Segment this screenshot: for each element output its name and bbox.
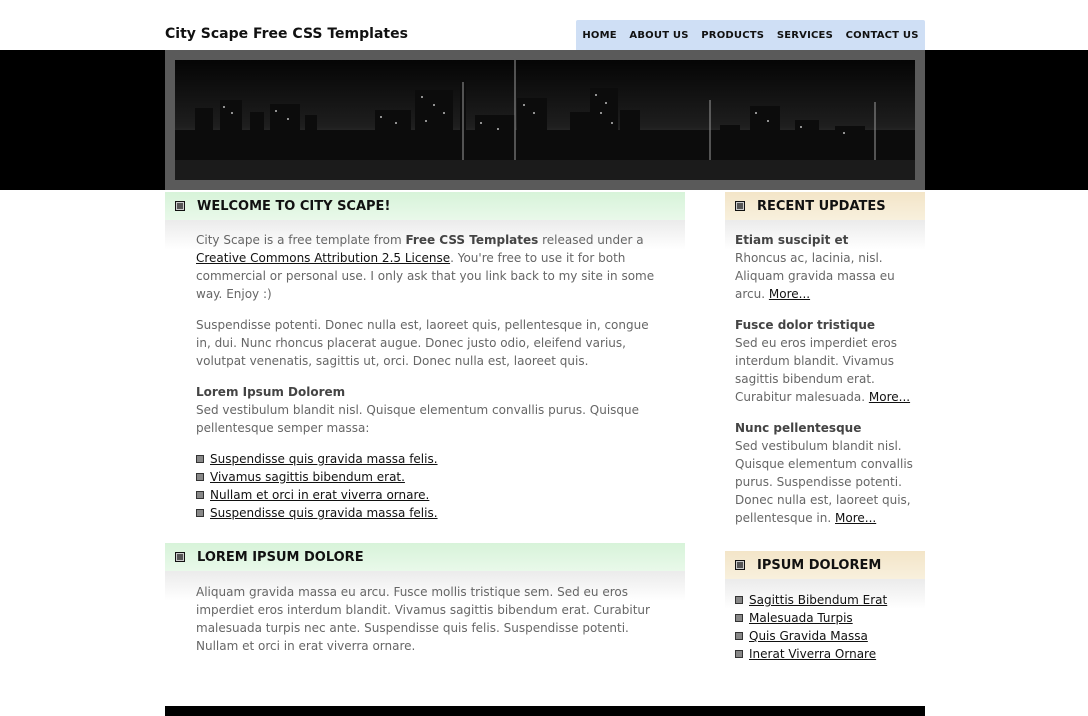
recent-updates-heading-bar bbox=[725, 192, 925, 220]
lorem-heading: LOREM IPSUM DOLORE bbox=[197, 549, 364, 565]
more-link[interactable]: More... bbox=[768, 287, 811, 301]
list-link[interactable]: Nullam et orci in erat viverra ornare. bbox=[210, 488, 430, 502]
top-nav bbox=[576, 20, 925, 50]
city-skyline-image bbox=[175, 60, 915, 180]
square-bullet-icon bbox=[196, 509, 204, 517]
list-item bbox=[196, 468, 438, 486]
list-link[interactable]: Vivamus sagittis bibendum erat. bbox=[210, 470, 405, 484]
welcome-p1-text-b: released under a bbox=[538, 233, 644, 247]
recent-update-text: Sed vestibulum blandit nisl. Quisque elementum convallis purus. Suspendisse potenti. Donec nulla est, laoreet quis, pellentesque in. bbox=[735, 439, 913, 525]
list-link[interactable]: Inerat Viverra Ornare bbox=[749, 647, 877, 661]
nav-products-link[interactable]: PRODUCTS bbox=[701, 29, 765, 41]
footer-bar bbox=[165, 706, 925, 716]
recent-update-item bbox=[735, 231, 915, 303]
list-item bbox=[735, 645, 887, 663]
square-bullet-icon bbox=[735, 650, 743, 658]
nav-home-link[interactable]: HOME bbox=[582, 29, 617, 41]
welcome-paragraph-1 bbox=[196, 231, 656, 303]
list-link[interactable]: Suspendisse quis gravida massa felis. bbox=[210, 506, 438, 520]
recent-updates-heading: RECENT UPDATES bbox=[757, 198, 886, 214]
lorem-paragraph: Aliquam gravida massa eu arcu. Fusce mollis tristique sem. Sed eu eros imperdiet eros interdum blandit. Vivamus sagittis bibendum erat. Curabitur malesuada turpis nec ante. Suspendisse quis felis. Suspendisse potenti. Nullam et orci in erat viverra ornare. bbox=[196, 585, 650, 653]
ipsum-dolorem-heading: IPSUM DOLOREM bbox=[757, 557, 882, 573]
recent-update-title: Nunc pellentesque bbox=[735, 421, 862, 435]
nav-services-link[interactable]: SERVICES bbox=[776, 29, 833, 41]
list-item bbox=[735, 609, 887, 627]
welcome-paragraph-2: Suspendisse potenti. Donec nulla est, laoreet quis, pellentesque in, congue in, dui. Nunc rhoncus placerat augue. Donec justo odio, eleifend varius, volutpat venenatis, sagittis ut, orci. Donec nulla est, laoreet quis. bbox=[196, 318, 649, 368]
free-css-templates-text: Free CSS Templates bbox=[405, 233, 539, 247]
list-link[interactable]: Quis Gravida Massa bbox=[749, 629, 868, 643]
square-bullet-icon bbox=[735, 596, 743, 604]
more-link[interactable]: More... bbox=[868, 390, 911, 404]
list-link[interactable]: Suspendisse quis gravida massa felis. bbox=[210, 452, 438, 466]
lorem-heading-bar bbox=[165, 543, 685, 571]
list-link[interactable]: Malesuada Turpis bbox=[749, 611, 853, 625]
recent-update-text: Rhoncus ac, lacinia, nisl. Aliquam gravida massa eu arcu. bbox=[735, 251, 895, 301]
recent-update-item bbox=[735, 316, 915, 406]
welcome-link-list bbox=[196, 450, 438, 522]
square-bullet-icon bbox=[735, 201, 745, 211]
more-link[interactable]: More... bbox=[835, 511, 877, 525]
list-item bbox=[735, 627, 887, 645]
welcome-p3-text: Sed vestibulum blandit nisl. Quisque elementum convallis purus. Quisque pellentesque semper massa: bbox=[196, 403, 640, 435]
list-item bbox=[735, 591, 887, 609]
license-link[interactable]: Creative Commons Attribution 2.5 License bbox=[196, 251, 451, 265]
list-item bbox=[196, 504, 438, 522]
square-bullet-icon bbox=[196, 473, 204, 481]
recent-update-title: Etiam suscipit et bbox=[735, 233, 849, 247]
list-item bbox=[196, 450, 438, 468]
list-link[interactable]: Sagittis Bibendum Erat bbox=[749, 593, 888, 607]
square-bullet-icon bbox=[735, 632, 743, 640]
lorem-ipsum-dolorem-subheading: Lorem Ipsum Dolorem bbox=[196, 385, 346, 399]
ipsum-dolorem-heading-bar bbox=[725, 551, 925, 579]
welcome-p1-text-c: . You're free to use it for both commercial or personal use. I only ask that you link back to my site in some way. Enjoy :) bbox=[196, 251, 655, 301]
square-bullet-icon bbox=[735, 614, 743, 622]
welcome-heading-bar bbox=[165, 192, 685, 220]
welcome-heading: WELCOME TO CITY SCAPE! bbox=[197, 198, 391, 214]
square-bullet-icon bbox=[196, 491, 204, 499]
recent-update-item bbox=[735, 419, 915, 527]
recent-update-title: Fusce dolor tristique bbox=[735, 318, 876, 332]
site-title: City Scape Free CSS Templates bbox=[165, 26, 408, 42]
recent-update-text: Sed eu eros imperdiet eros interdum blandit. Vivamus sagittis bibendum erat. Curabitur malesuada. bbox=[735, 336, 897, 404]
square-bullet-icon bbox=[735, 560, 745, 570]
nav-contact-link[interactable]: CONTACT US bbox=[845, 29, 919, 41]
list-item bbox=[196, 486, 438, 504]
square-bullet-icon bbox=[196, 455, 204, 463]
welcome-paragraph-3 bbox=[196, 383, 656, 437]
nav-about-link[interactable]: ABOUT US bbox=[629, 29, 689, 41]
square-bullet-icon bbox=[175, 201, 185, 211]
ipsum-link-list bbox=[735, 591, 887, 663]
square-bullet-icon bbox=[175, 552, 185, 562]
welcome-p1-text-a: City Scape is a free template from bbox=[196, 233, 406, 247]
